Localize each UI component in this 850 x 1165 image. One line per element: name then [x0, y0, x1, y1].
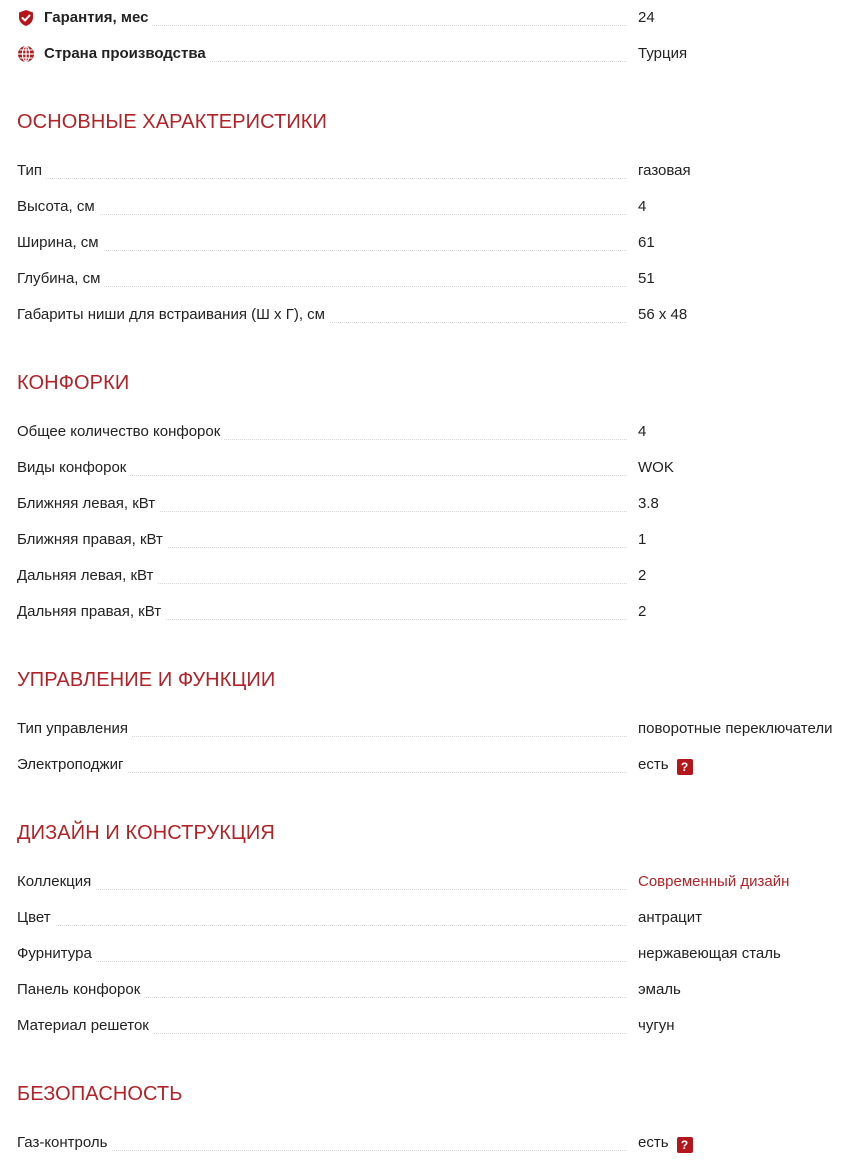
spec-row [17, 225, 850, 261]
spec-value: 61 [638, 234, 655, 251]
spec-label: Дальняя левая, кВт [17, 566, 157, 586]
spec-value: 4 [638, 423, 647, 440]
spec-value: 2 [638, 603, 647, 620]
dotted-leader [17, 925, 627, 926]
spec-row [17, 936, 850, 972]
spec-value: 1 [638, 531, 647, 548]
section-title-design: ДИЗАЙН И КОНСТРУКЦИЯ [17, 822, 275, 844]
spec-value: антрацит [638, 909, 703, 926]
dotted-leader [17, 961, 627, 962]
spec-value: Турция [638, 45, 688, 62]
section-title-control: УПРАВЛЕНИЕ И ФУНКЦИИ [17, 669, 276, 691]
spec-label: Тип [17, 161, 46, 181]
spec-row [17, 1125, 850, 1161]
spec-row [17, 522, 850, 558]
dotted-leader [17, 250, 627, 251]
shield-check-icon [17, 9, 35, 27]
help-icon[interactable]: ? [677, 759, 693, 775]
spec-row [17, 153, 850, 189]
spec-label: Материал решеток [17, 1016, 153, 1036]
spec-value: эмаль [638, 981, 681, 998]
dotted-leader [17, 214, 627, 215]
spec-row [17, 261, 850, 297]
section-title-burners: КОНФОРКИ [17, 372, 130, 394]
spec-row-warranty [17, 0, 850, 36]
spec-row [17, 1008, 850, 1044]
spec-row [17, 558, 850, 594]
spec-label: Коллекция [17, 872, 95, 892]
dotted-leader [17, 286, 627, 287]
spec-value: газовая [638, 162, 691, 179]
spec-label: Цвет [17, 908, 55, 928]
spec-value: есть [638, 756, 669, 773]
spec-value-with-help [638, 1133, 693, 1153]
spec-label: Тип управления [17, 719, 132, 739]
spec-value: 24 [638, 9, 655, 26]
spec-label: Виды конфорок [17, 458, 130, 478]
spec-value: 51 [638, 270, 655, 287]
spec-label: Ближняя левая, кВт [17, 494, 159, 514]
spec-row [17, 972, 850, 1008]
spec-row [17, 747, 850, 783]
spec-value-with-help [638, 755, 693, 775]
help-icon[interactable]: ? [677, 1137, 693, 1153]
spec-value: нержавеющая сталь [638, 945, 781, 962]
spec-row [17, 450, 850, 486]
globe-icon [17, 45, 35, 63]
spec-row [17, 900, 850, 936]
spec-value: 56 х 48 [638, 306, 688, 323]
dotted-leader [17, 889, 627, 890]
spec-label: Газ-контроль [17, 1133, 111, 1153]
spec-row [17, 594, 850, 630]
spec-row [17, 711, 850, 747]
spec-value: 4 [638, 198, 647, 215]
dotted-leader [17, 178, 627, 179]
section-title-main: ОСНОВНЫЕ ХАРАКТЕРИСТИКИ [17, 111, 328, 133]
collection-link[interactable]: Современный дизайн [638, 873, 790, 890]
spec-row [17, 864, 850, 900]
spec-label: Страна производства [17, 44, 210, 64]
spec-value: 2 [638, 567, 647, 584]
section-title-safety: БЕЗОПАСНОСТЬ [17, 1083, 183, 1105]
spec-value: есть [638, 1134, 669, 1151]
spec-row [17, 414, 850, 450]
spec-label: Ширина, см [17, 233, 103, 253]
spec-label: Габариты ниши для встраивания (Ш х Г), см [17, 305, 329, 325]
spec-label: Высота, см [17, 197, 99, 217]
spec-label: Гарантия, мес [17, 8, 152, 28]
spec-label: Глубина, см [17, 269, 104, 289]
spec-value: поворотные переключатели [638, 720, 833, 737]
spec-row-country [17, 36, 850, 72]
spec-row [17, 297, 850, 333]
spec-value: чугун [638, 1017, 675, 1034]
spec-label: Фурнитура [17, 944, 96, 964]
spec-value: 3.8 [638, 495, 659, 512]
spec-row [17, 189, 850, 225]
spec-value: WOK [638, 459, 674, 476]
spec-label: Панель конфорок [17, 980, 144, 1000]
spec-row [17, 486, 850, 522]
spec-label: Общее количество конфорок [17, 422, 224, 442]
spec-label: Дальняя правая, кВт [17, 602, 165, 622]
spec-label: Электроподжиг [17, 755, 127, 775]
spec-label: Ближняя правая, кВт [17, 530, 167, 550]
